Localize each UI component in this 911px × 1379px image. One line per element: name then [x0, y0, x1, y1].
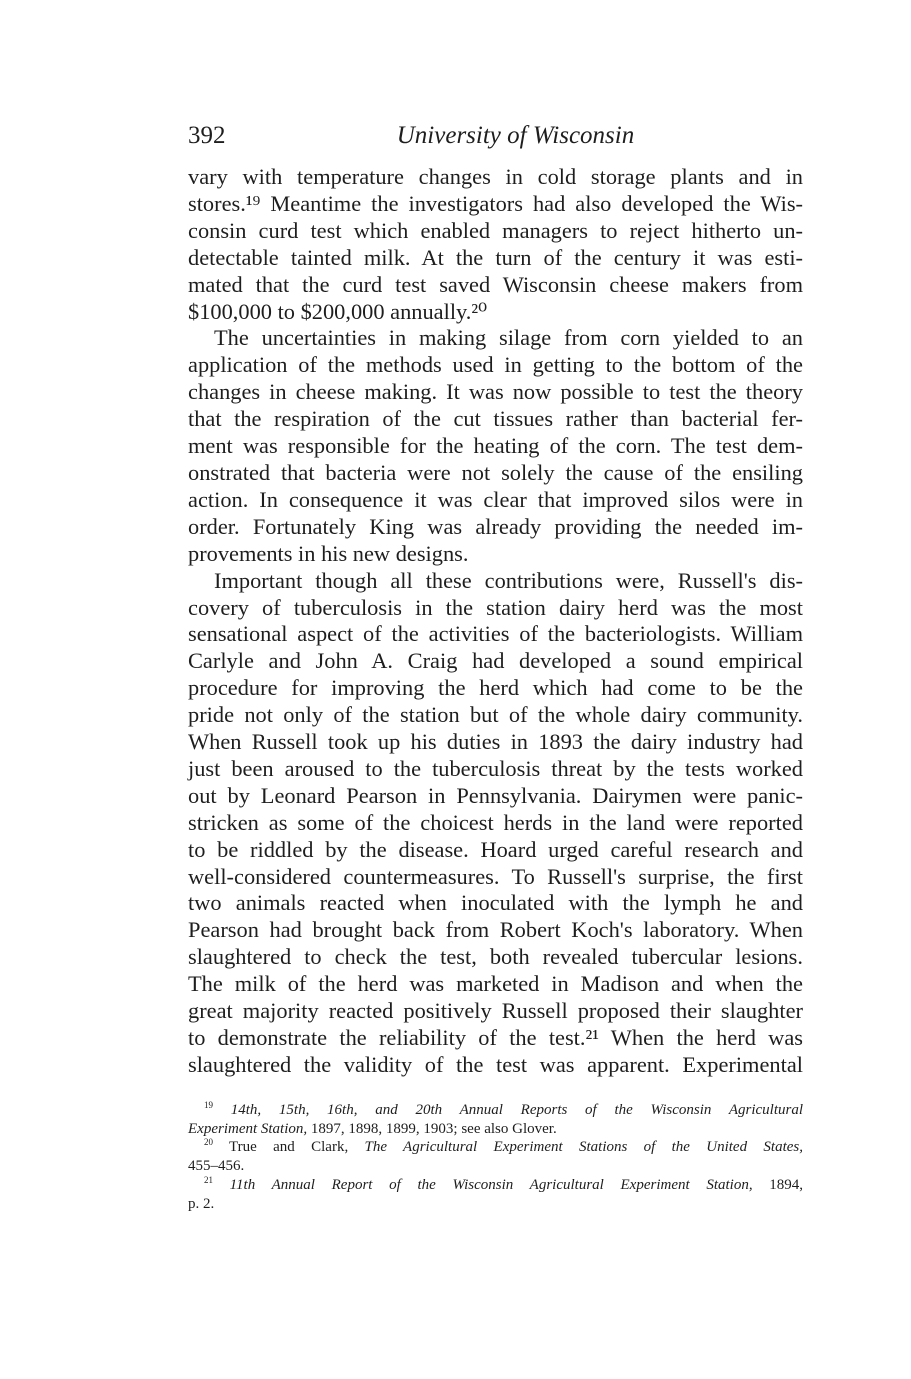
text-line: mated that the curd test saved Wisconsin cheese makers from — [188, 271, 803, 297]
footnote-mark: 19 — [204, 1099, 213, 1110]
text-line: to be riddled by the disease. Hoard urged careful research and — [188, 836, 803, 862]
footnote-20-line-2: 455–456. — [188, 1158, 245, 1175]
text-line: changes in cheese making. It was now possible to test the theory — [188, 379, 803, 405]
text-line: two animals reacted when inoculated with the lymph he and — [188, 890, 803, 916]
footnote-text: The Agricultural Experiment Stations of the United States, — [364, 1139, 803, 1156]
text-line: out by Leonard Pearson in Pennsylvania. Dairymen were panic- — [188, 782, 803, 808]
text-line: sensational aspect of the activities of the bacteriologists. William — [188, 621, 803, 647]
text-line: detectable tainted milk. At the turn of the century it was esti- — [188, 244, 803, 270]
text-line: consin curd test which enabled managers to reject hitherto un- — [188, 217, 803, 243]
book-page — [188, 120, 803, 1214]
footnote-text: 14th, 15th, 16th, and 20th Annual Reports of the Wisconsin Agricultural — [230, 1101, 803, 1118]
text-line: application of the methods used in getting to the bottom of the — [188, 352, 803, 378]
text-line: that the respiration of the cut tissues rather than bacterial fer- — [188, 406, 803, 432]
text-line: vary with temperature changes in cold storage plants and in — [188, 164, 803, 189]
text-line: order. Fortunately King was already providing the needed im- — [188, 513, 803, 539]
text-line: just been aroused to the tuberculosis threat by the tests worked — [188, 755, 803, 781]
text-line: well-considered countermeasures. To Russell's surprise, the first — [188, 863, 803, 889]
footnotes — [188, 1101, 803, 1214]
text-line: Important though all these contributions were, Russell's dis- — [214, 567, 803, 593]
footnote-20-line-1 — [188, 1138, 803, 1157]
text-line: to demonstrate the reliability of the test.²¹ When the herd was — [188, 1025, 803, 1050]
footnote-21-line-1 — [188, 1176, 803, 1195]
text-line: action. In consequence it was clear that improved silos were in — [188, 486, 803, 512]
text-line: onstrated that bacteria were not solely the cause of the ensiling — [188, 459, 803, 485]
page-number: 392 — [188, 122, 226, 149]
text-line: procedure for improving the herd which had come to be the — [188, 675, 803, 701]
footnote-19-line-2 — [188, 1120, 803, 1139]
text-line: provements in his new designs. — [188, 540, 469, 566]
running-head: University of Wisconsin — [396, 122, 635, 149]
text-line: The milk of the herd was marketed in Madison and when the — [188, 971, 803, 997]
footnote-text: 11th Annual Report of the Wisconsin Agricultural Experiment Station, — [229, 1177, 753, 1193]
text-line: slaughtered the validity of the test was apparent. Experimental — [188, 1051, 803, 1077]
page-header — [188, 120, 803, 164]
text-line: stricken as some of the choicest herds in the land were reported — [188, 809, 803, 835]
footnote-mark: 21 — [204, 1175, 213, 1185]
footnote-text: Experiment Station, — [188, 1120, 308, 1137]
footnote-21-line-2: p. 2. — [188, 1195, 215, 1212]
footnote-text: True and Clark, — [229, 1139, 365, 1156]
text-line: $100,000 to $200,000 annually.²⁰ — [188, 298, 488, 324]
text-line: The uncertainties in making silage from corn yielded to an — [214, 325, 803, 351]
text-line: pride not only of the station but of the whole dairy community. — [188, 702, 803, 728]
text-line: When Russell took up his duties in 1893 the dairy industry had — [188, 729, 803, 755]
text-line: slaughtered to check the test, both revealed tubercular lesions. — [188, 944, 803, 970]
text-line: Pearson had brought back from Robert Koch's laboratory. When — [188, 917, 803, 943]
footnote-text: 1894, — [752, 1177, 803, 1193]
text-line: covery of tuberculosis in the station dairy herd was the most — [188, 594, 803, 620]
body-text — [188, 164, 803, 1079]
text-line: great majority reacted positively Russell proposed their slaughter — [188, 998, 803, 1024]
text-line: Carlyle and John A. Craig had developed a sound empirical — [188, 648, 803, 674]
footnote-text: 1897, 1898, 1899, 1903; see also Glover. — [307, 1120, 557, 1137]
footnote-mark: 20 — [204, 1137, 213, 1148]
footnote-19-line-1 — [188, 1101, 803, 1120]
text-line: stores.¹⁹ Meantime the investigators had also developed the Wis- — [188, 190, 803, 216]
text-line: ment was responsible for the heating of the corn. The test dem- — [188, 433, 803, 459]
